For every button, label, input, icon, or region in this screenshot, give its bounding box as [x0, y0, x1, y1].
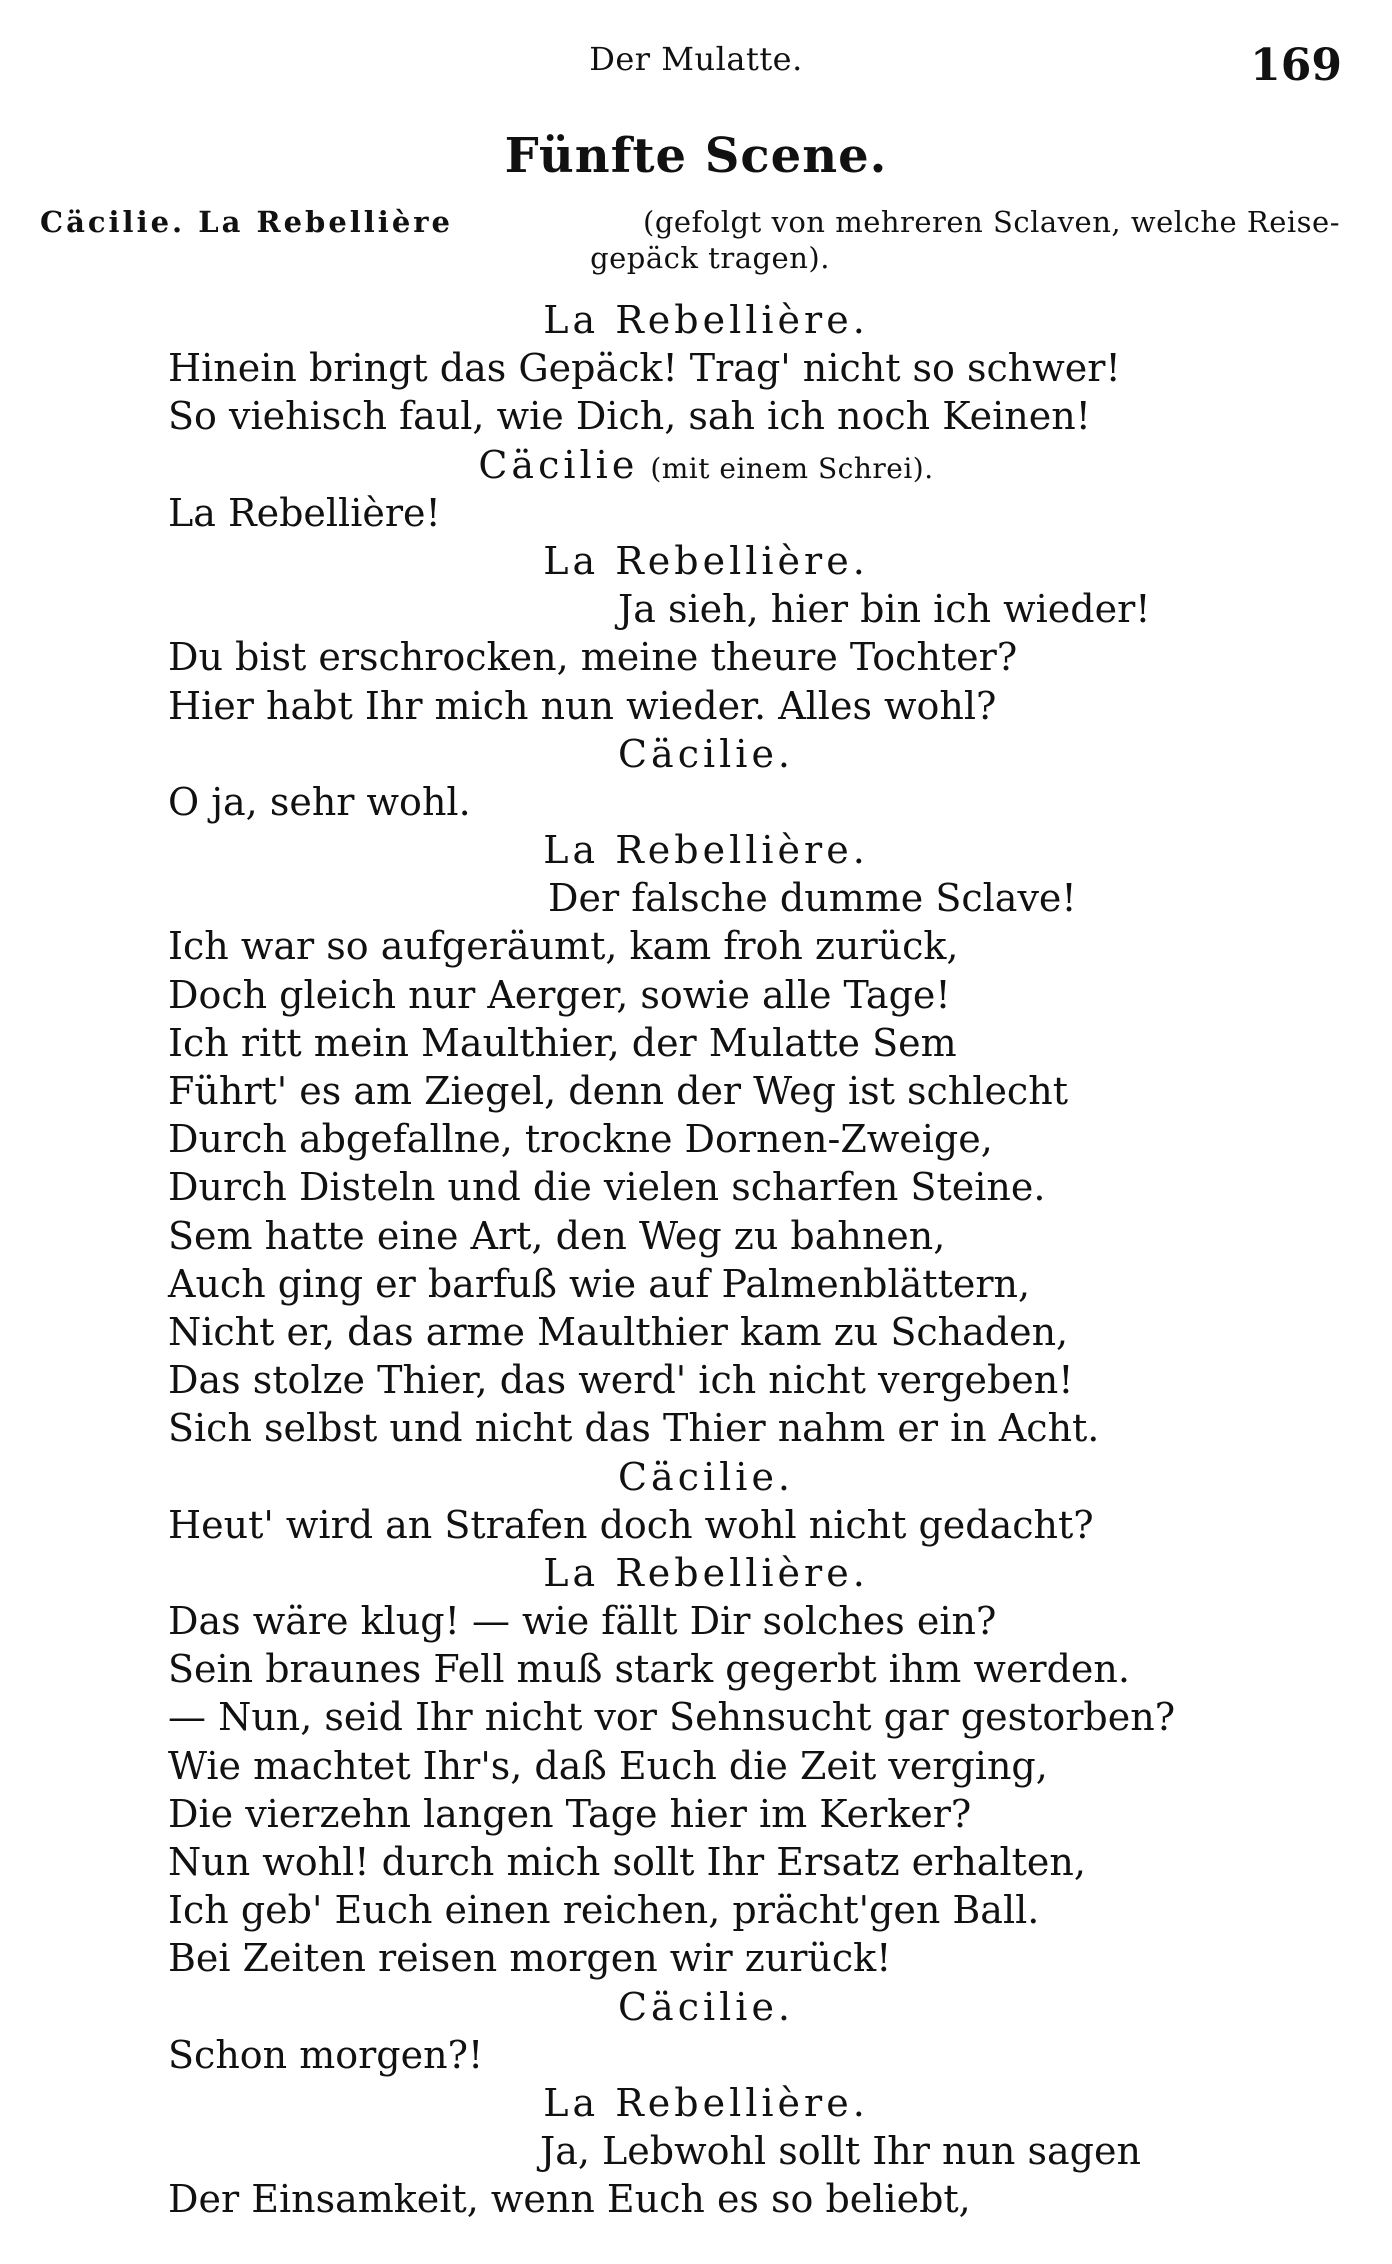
- verse-line: Sein braunes Fell muß stark gegerbt ihm werden.: [168, 1647, 1130, 1692]
- verse-line: Das wäre klug! — wie fällt Dir solches ein?: [168, 1599, 997, 1644]
- speaker-name: [0, 826, 1392, 874]
- speaker-label: La Rebellière.: [543, 2080, 869, 2125]
- speaker-name: [0, 1453, 1392, 1501]
- speaker-name: [0, 2079, 1392, 2127]
- speaker-label: Cäcilie.: [617, 1454, 795, 1499]
- verse-line: Ja sieh, hier bin ich wieder!: [618, 587, 1151, 632]
- speaker-label: Cäcilie.: [617, 731, 795, 776]
- verse-line: O ja, sehr wohl.: [168, 779, 471, 824]
- verse-line: Führt' es am Ziegel, denn der Weg ist schlecht: [168, 1069, 1068, 1113]
- speaker-name: [0, 296, 1392, 344]
- verse-line: Durch Disteln und die vielen scharfen Steine.: [168, 1165, 1046, 1210]
- speaker-label: Cäcilie: [478, 442, 639, 487]
- speaker-name: [0, 1549, 1392, 1597]
- speaker-label: La Rebellière.: [543, 298, 869, 342]
- verse-line: Hier habt Ihr mich nun wieder. Alles wohl?: [168, 683, 997, 728]
- dramatis-row: [40, 204, 1340, 240]
- verse-line: Der falsche dumme Sclave!: [548, 876, 1077, 921]
- dialogue-text: [0, 296, 1392, 2224]
- speaker-label: La Rebellière.: [543, 538, 869, 583]
- verse-line: Schon morgen?!: [168, 2032, 484, 2077]
- stage-direction: (mit einem Schrei).: [650, 451, 934, 485]
- verse-line: La Rebellière!: [168, 490, 441, 535]
- speaker-name: [0, 730, 1392, 778]
- verse-line: Nun wohl! durch mich sollt Ihr Ersatz erhalten,: [168, 1840, 1086, 1884]
- dramatis-personae: [40, 204, 1340, 276]
- speaker-label: La Rebellière.: [543, 828, 869, 873]
- verse-line: Ja, Lebwohl sollt Ihr nun sagen: [540, 2129, 1141, 2174]
- verse-line: Die vierzehn langen Tage hier im Kerker?: [168, 1791, 972, 1836]
- verse-line: Ich war so aufgeräumt, kam froh zurück,: [168, 924, 959, 969]
- verse-line: Heut' wird an Strafen doch wohl nicht gedacht?: [168, 1502, 1094, 1547]
- verse-line: Auch ging er barfuß wie auf Palmenblättern,: [168, 1261, 1031, 1306]
- page-number: 169: [1250, 40, 1342, 91]
- speaker-name: [0, 1983, 1392, 2031]
- verse-line: Hinein bringt das Gepäck! Trag' nicht so schwer!: [168, 346, 1121, 391]
- verse-line: Durch abgefallne, trockne Dornen-Zweige,: [168, 1117, 993, 1162]
- verse-line: Sich selbst und nicht das Thier nahm er in Acht.: [168, 1406, 1100, 1451]
- verse-line: Nicht er, das arme Maulthier kam zu Schaden,: [168, 1309, 1069, 1354]
- speaker-label: Cäcilie.: [617, 1984, 795, 2029]
- speaker-name: [0, 537, 1392, 585]
- verse-line: Bei Zeiten reisen morgen wir zurück!: [168, 1936, 892, 1981]
- speaker-label: La Rebellière.: [543, 1550, 869, 1595]
- scene-stage-direction-continued: gepäck tragen).: [590, 241, 830, 275]
- verse-line: Doch gleich nur Aerger, sowie alle Tage!: [168, 972, 951, 1017]
- verse-line: Das stolze Thier, das werd' ich nicht vergeben!: [168, 1358, 1074, 1403]
- verse-line: Ich geb' Euch einen reichen, prächt'gen Ball.: [168, 1888, 1040, 1933]
- verse-line: — Nun, seid Ihr nicht vor Sehnsucht gar gestorben?: [168, 1695, 1176, 1740]
- scene-title: Fünfte Scene.: [504, 128, 888, 184]
- verse-line: Der Einsamkeit, wenn Euch es so beliebt,: [168, 2177, 971, 2222]
- running-head: Der Mulatte.: [589, 40, 803, 78]
- scene-stage-direction: (gefolgt von mehreren Sclaven, welche Reise-: [643, 205, 1340, 239]
- scene-characters: Cäcilie. La Rebellière: [40, 205, 454, 239]
- speaker-name: [0, 441, 1392, 489]
- verse-line: Du bist erschrocken, meine theure Tochter?: [168, 635, 1018, 680]
- verse-line: Ich ritt mein Maulthier, der Mulatte Sem: [168, 1020, 957, 1065]
- verse-line: Sem hatte eine Art, den Weg zu bahnen,: [168, 1213, 946, 1258]
- verse-line: Wie machtet Ihr's, daß Euch die Zeit verging,: [168, 1743, 1048, 1788]
- verse-line: So viehisch faul, wie Dich, sah ich noch Keinen!: [168, 394, 1091, 439]
